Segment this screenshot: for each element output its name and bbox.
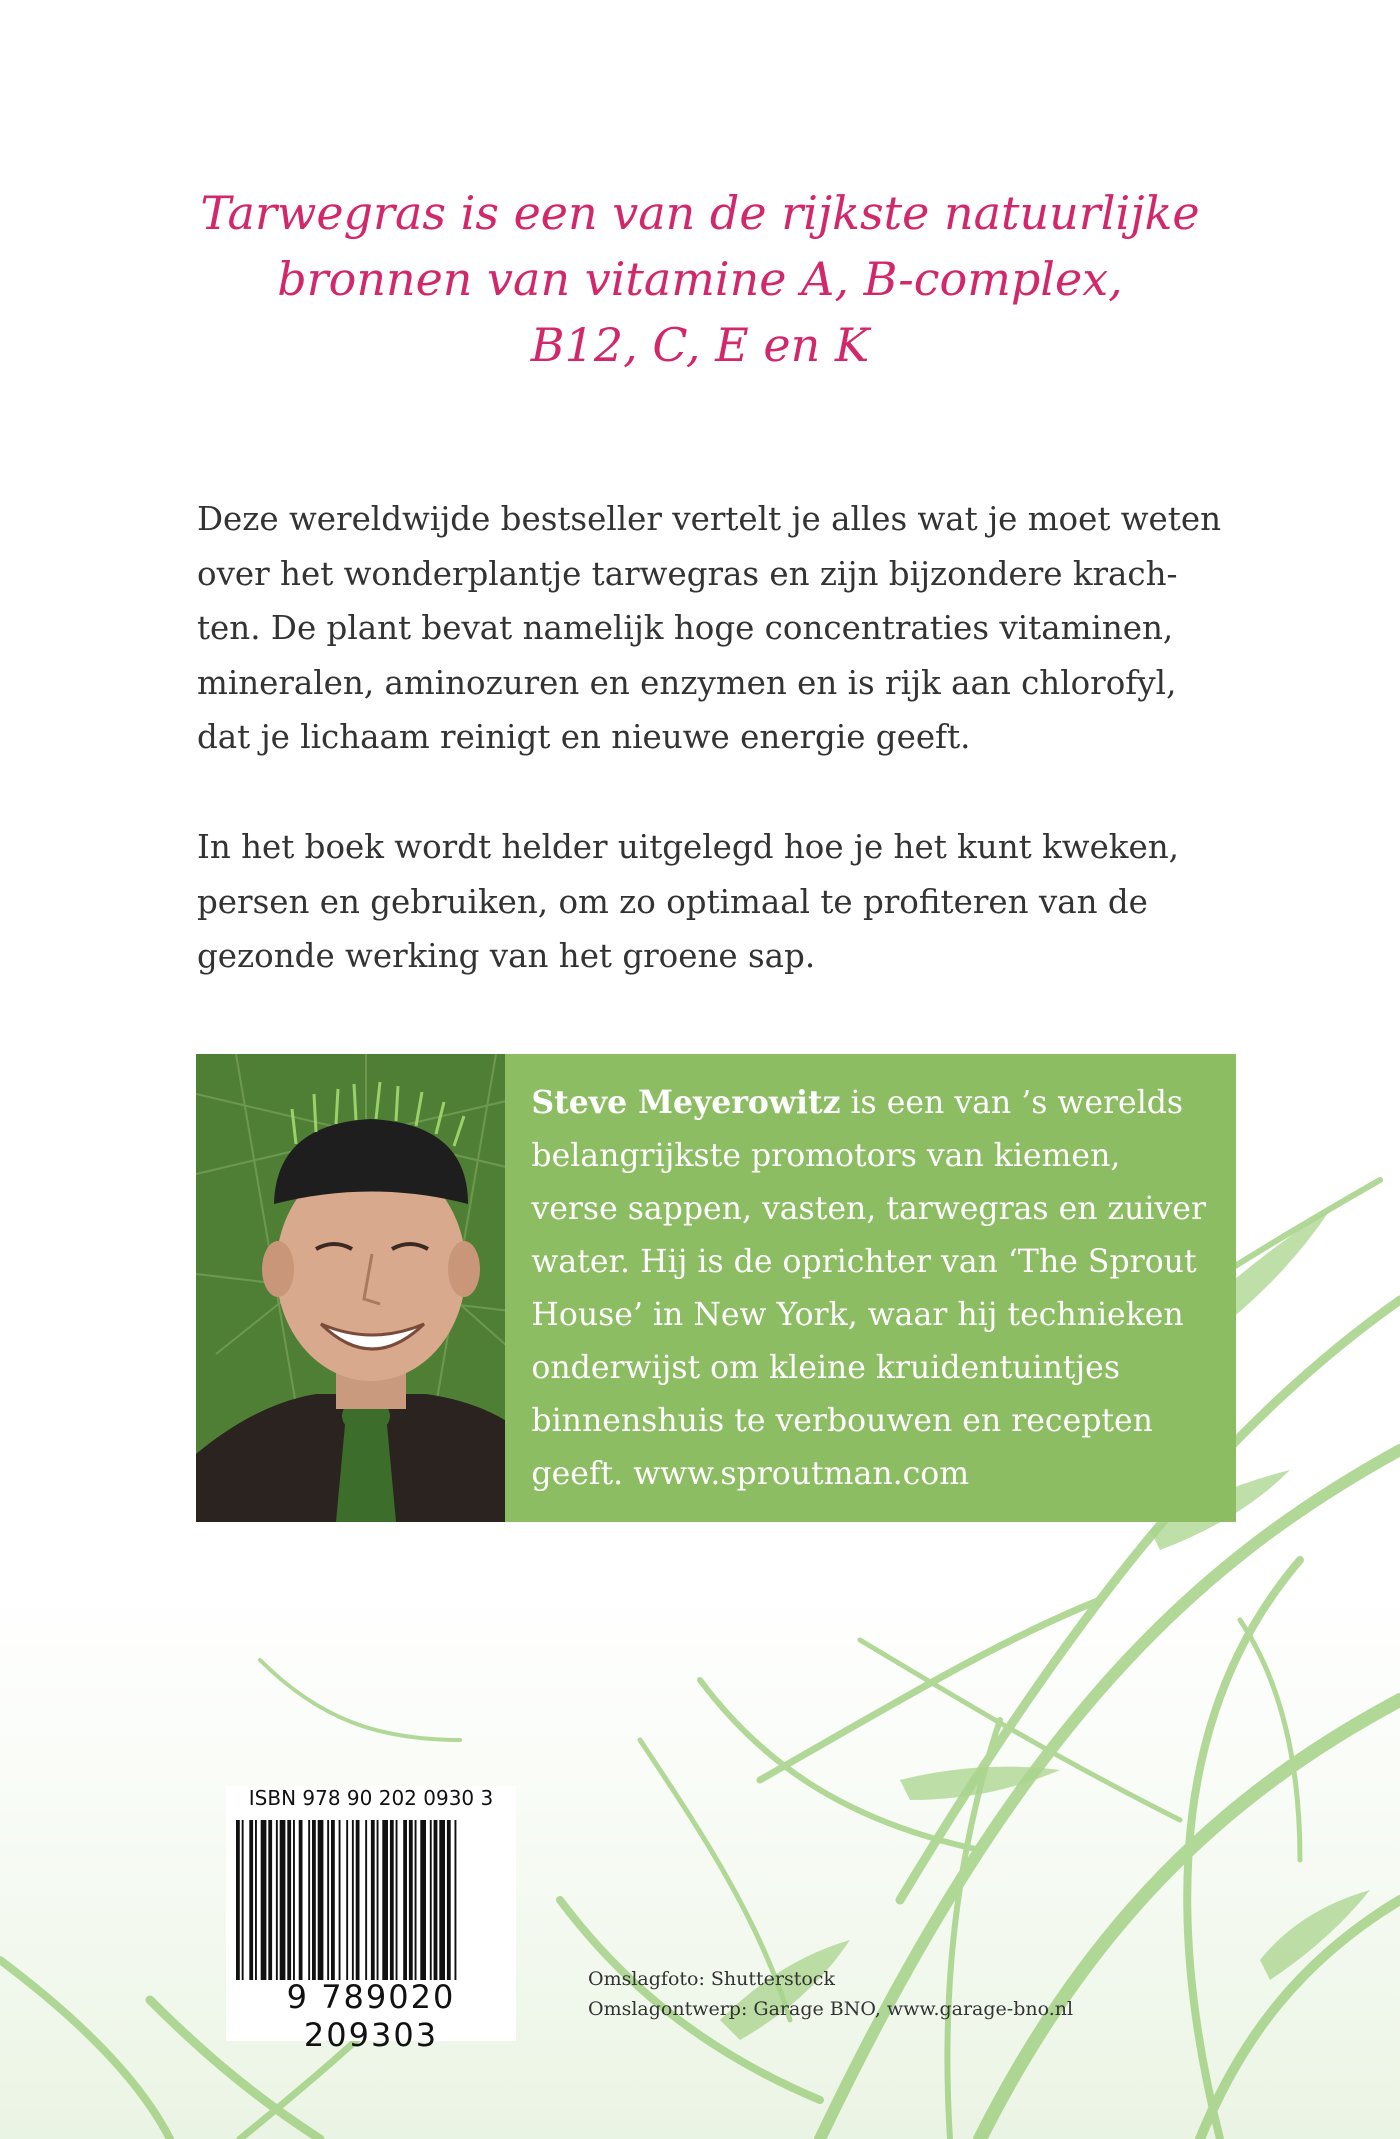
photo-credit: Omslagfoto: Shutterstock [588, 1968, 835, 1990]
barcode-bar [308, 1820, 310, 1980]
barcode-bar [409, 1820, 413, 1980]
barcode-bar [268, 1820, 272, 1980]
barcode-bar [382, 1820, 388, 1980]
text-line: ten. De plant bevat namelijk hoge concentraties vitaminen, [197, 609, 1174, 647]
barcode-bar [236, 1820, 240, 1980]
barcode-bar [439, 1820, 445, 1980]
barcode-bar [331, 1820, 335, 1980]
barcode-bar [455, 1820, 457, 1980]
bio-line: House’ in New York, waar hij technieken [531, 1297, 1184, 1333]
barcode-bar [299, 1820, 303, 1980]
text-line: Deze wereldwijde bestseller vertelt je alles wat je moet weten [197, 500, 1222, 538]
bio-line: belangrijkste promotors van kiemen, [531, 1138, 1121, 1174]
barcode-bars [232, 1820, 510, 1980]
tagline-line: B12, C, E en K [530, 318, 870, 372]
author-box [196, 1054, 1236, 1522]
bio-line: water. Hij is de oprichter van ‘The Sprout [531, 1244, 1197, 1280]
cover-credits [588, 1964, 1288, 2024]
bio-line: verse sappen, vasten, tarwegras en zuiver [531, 1191, 1206, 1227]
barcode-bar [242, 1820, 244, 1980]
tagline-line: bronnen van vitamine A, B-complex, [277, 252, 1123, 306]
text-line: over het wonderplantje tarwegras en zijn bijzondere krach- [197, 554, 1178, 593]
bio-line [531, 1076, 1206, 1130]
barcode-bar [280, 1820, 286, 1980]
barcode-bar [403, 1820, 407, 1980]
barcode-bar [430, 1820, 432, 1980]
isbn-label: ISBN 978 90 202 0930 3 [248, 1786, 494, 1810]
barcode-bar [346, 1820, 348, 1980]
barcode-bar [287, 1820, 291, 1980]
bio-line: onderwijst om kleine kruidentuintjes [531, 1350, 1120, 1386]
author-photo [196, 1054, 505, 1522]
author-portrait-illustration [196, 1054, 505, 1522]
barcode-bar [390, 1820, 394, 1980]
barcode-bar [420, 1820, 426, 1980]
bio-line: geeft. www.sproutman.com [531, 1456, 970, 1492]
barcode-bar [356, 1820, 360, 1980]
barcode-bar [434, 1820, 438, 1980]
barcode-bar [377, 1820, 379, 1980]
barcode-bar [261, 1820, 267, 1980]
barcode-bar [415, 1820, 417, 1980]
design-credit: Omslagontwerp: Garage BNO, www.garage-bno.nl [588, 1998, 1074, 2020]
barcode-bar [447, 1820, 451, 1980]
barcode-bar [371, 1820, 375, 1980]
isbn-digits: 9 789020 209303 [286, 1978, 456, 2054]
text-line: In het boek wordt helder uitgelegd hoe je het kunt kweken, [197, 828, 1179, 866]
bio-line: binnenshuis te verbouwen en recepten [531, 1403, 1153, 1439]
barcode-bar [249, 1820, 253, 1980]
text-line: persen en gebruiken, om zo optimaal te profiteren van de [197, 882, 1148, 921]
barcode-bar [396, 1820, 398, 1980]
isbn-barcode [226, 1786, 516, 2054]
text-line: gezonde werking van het groene sap. [197, 937, 816, 975]
barcode-bar [339, 1820, 341, 1980]
barcode-bar [327, 1820, 329, 1980]
text-line: mineralen, aminozuren en enzymen en is rijk aan chlorofyl, [197, 663, 1177, 702]
barcode-bar [318, 1820, 324, 1980]
author-bio [505, 1054, 1236, 1522]
barcode-bar [352, 1820, 354, 1980]
description-paragraph-2 [197, 820, 1187, 984]
text-line: dat je lichaam reinigt en nieuwe energie geeft. [197, 718, 971, 756]
barcode-bar [365, 1820, 367, 1980]
description-paragraph-1 [197, 492, 1222, 765]
tagline [160, 180, 1240, 378]
barcode-bar [312, 1820, 316, 1980]
barcode-bar [255, 1820, 257, 1980]
barcode-bar [293, 1820, 295, 1980]
tagline-line: Tarwegras is een van de rijkste natuurlijke [200, 186, 1200, 240]
author-name: Steve Meyerowitz [531, 1084, 841, 1121]
bio-line-rest: is een van ’s werelds [840, 1085, 1184, 1121]
barcode-bar [276, 1820, 278, 1980]
